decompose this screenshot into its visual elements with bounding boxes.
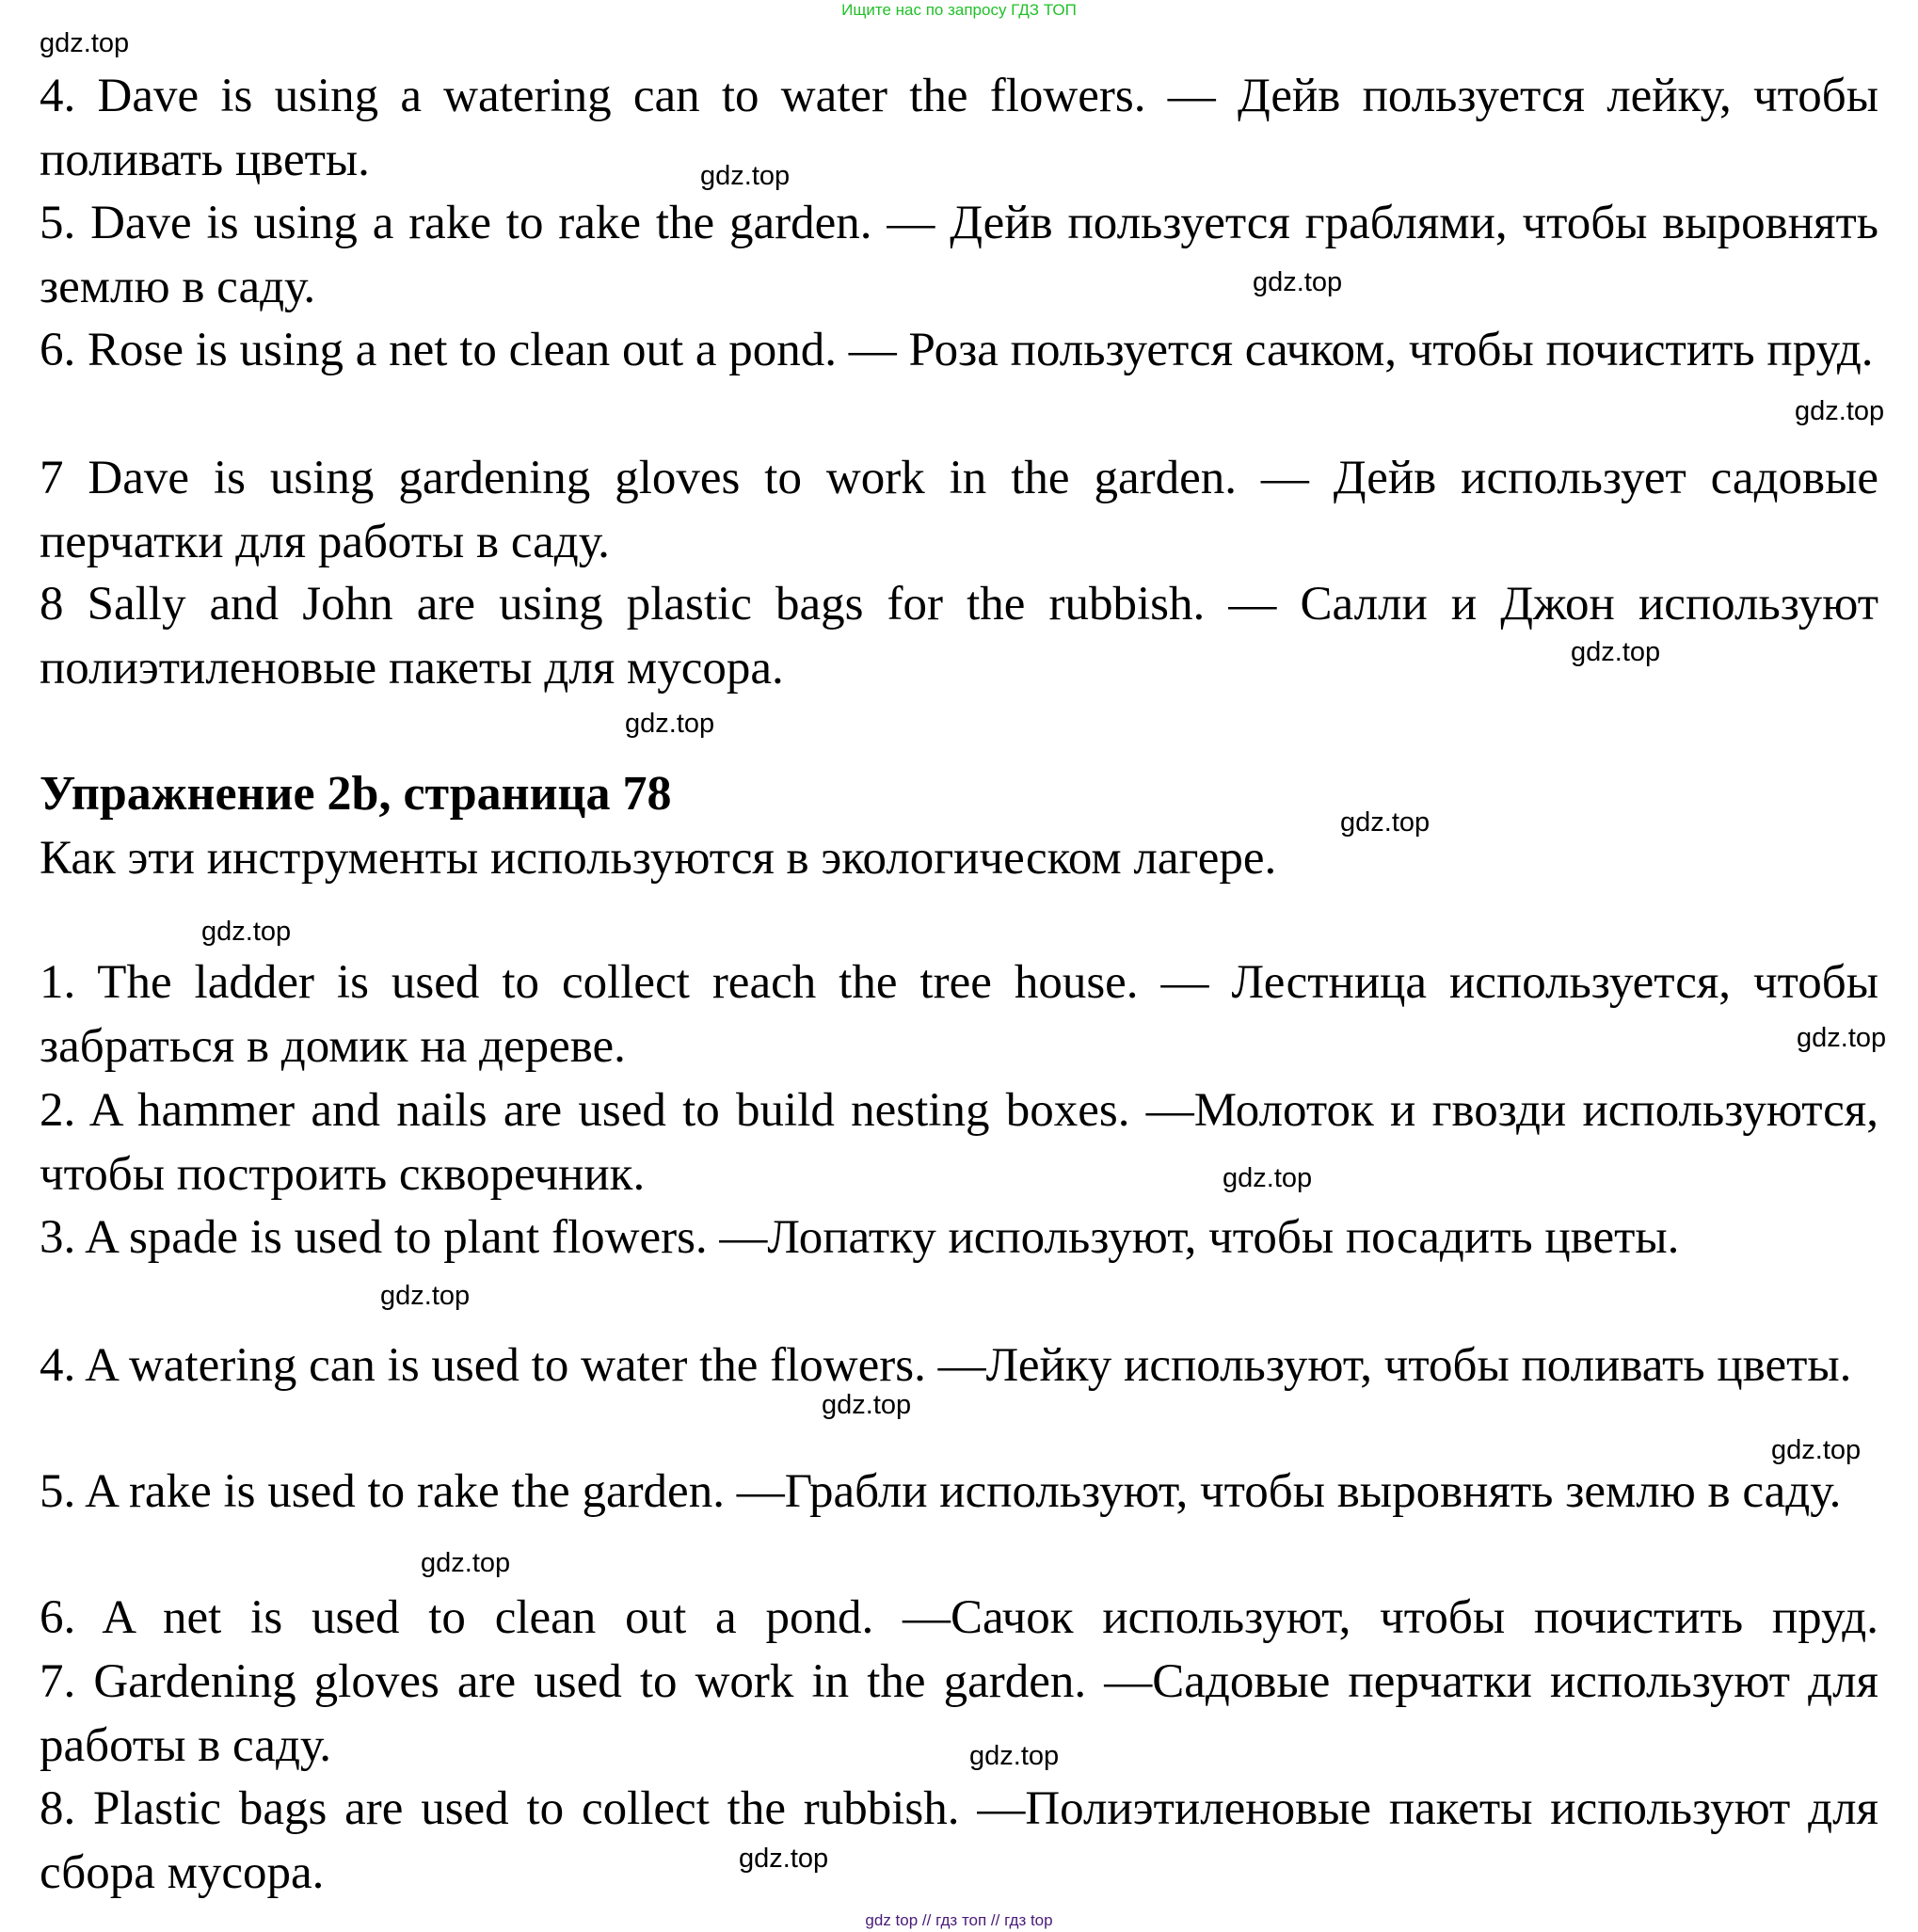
watermark: gdz.top — [1223, 1163, 1313, 1193]
watermark: gdz.top — [1253, 267, 1343, 297]
watermark: gdz.top — [739, 1844, 829, 1874]
answer-item: 4. A watering can is used to water the flowers. —Лейку используют, чтобы поливать цветы. — [40, 1339, 1852, 1392]
watermark: gdz.top — [969, 1741, 1060, 1771]
answer-item: 7. Gardening gloves are used to work in the garden. —Садовые перчатки используют для работы в саду. — [40, 1655, 1878, 1772]
answer-item: 3. A spade is used to plant flowers. —Лопатку используют, чтобы посадить цветы. — [40, 1211, 1680, 1264]
answer-item: 8. Plastic bags are used to collect the rubbish. —Полиэтиленовые пакеты используют для сбора мусора. — [40, 1782, 1878, 1899]
watermark: gdz.top — [625, 709, 715, 739]
answer-item: 7 Dave is using gardening gloves to work in the garden. — Дейв использует садовые перчатки для работы в саду. — [40, 452, 1878, 568]
answer-item: 8 Sally and John are using plastic bags for the rubbish. — Салли и Джон используют полиэтиленовые пакеты для мусора. — [40, 578, 1878, 695]
watermark: gdz.top — [421, 1548, 511, 1578]
watermark: gdz.top — [40, 28, 130, 58]
search-banner[interactable]: Ищите нас по запросу ГДЗ ТОП — [841, 1, 1077, 19]
watermark: gdz.top — [1340, 807, 1431, 838]
answer-item: 6. A net is used to clean out a pond. —Сачок используют, чтобы почистить пруд. — [40, 1591, 1878, 1644]
watermark: gdz.top — [700, 161, 791, 191]
answer-item: 6. Rose is using a net to clean out a pond. — Роза пользуется сачком, чтобы почистить пруд. — [40, 324, 1874, 376]
answer-item: 2. A hammer and nails are used to build nesting boxes. —Молоток и гвозди используются, чтобы построить скворечник. — [40, 1084, 1878, 1201]
watermark: gdz.top — [1571, 637, 1661, 667]
watermark: gdz.top — [822, 1390, 912, 1420]
answer-item: 5. Dave is using a rake to rake the garden. — Дейв пользуется граблями, чтобы выровнять землю в саду. — [40, 197, 1878, 313]
watermark: gdz.top — [1771, 1435, 1862, 1465]
watermark: gdz.top — [1797, 1023, 1887, 1053]
exercise-title: Упражнение 2b, страница 78 — [40, 767, 672, 821]
watermark: gdz.top — [1795, 396, 1885, 426]
watermark: gdz.top — [201, 917, 292, 947]
exercise-subtitle: Как эти инструменты используются в экологическом лагере. — [40, 832, 1277, 885]
watermark: gdz.top — [380, 1281, 471, 1311]
footer-links[interactable]: gdz top // гдз топ // гдз top — [865, 1911, 1053, 1929]
answer-item: 4. Dave is using a watering can to water the flowers. — Дейв пользуется лейку, чтобы поливать цветы. — [40, 70, 1878, 186]
answer-item: 1. The ladder is used to collect reach the tree house. — Лестница используется, чтобы забраться в домик на дереве. — [40, 956, 1878, 1073]
answer-item: 5. A rake is used to rake the garden. —Грабли используют, чтобы выровнять землю в саду. — [40, 1465, 1842, 1518]
